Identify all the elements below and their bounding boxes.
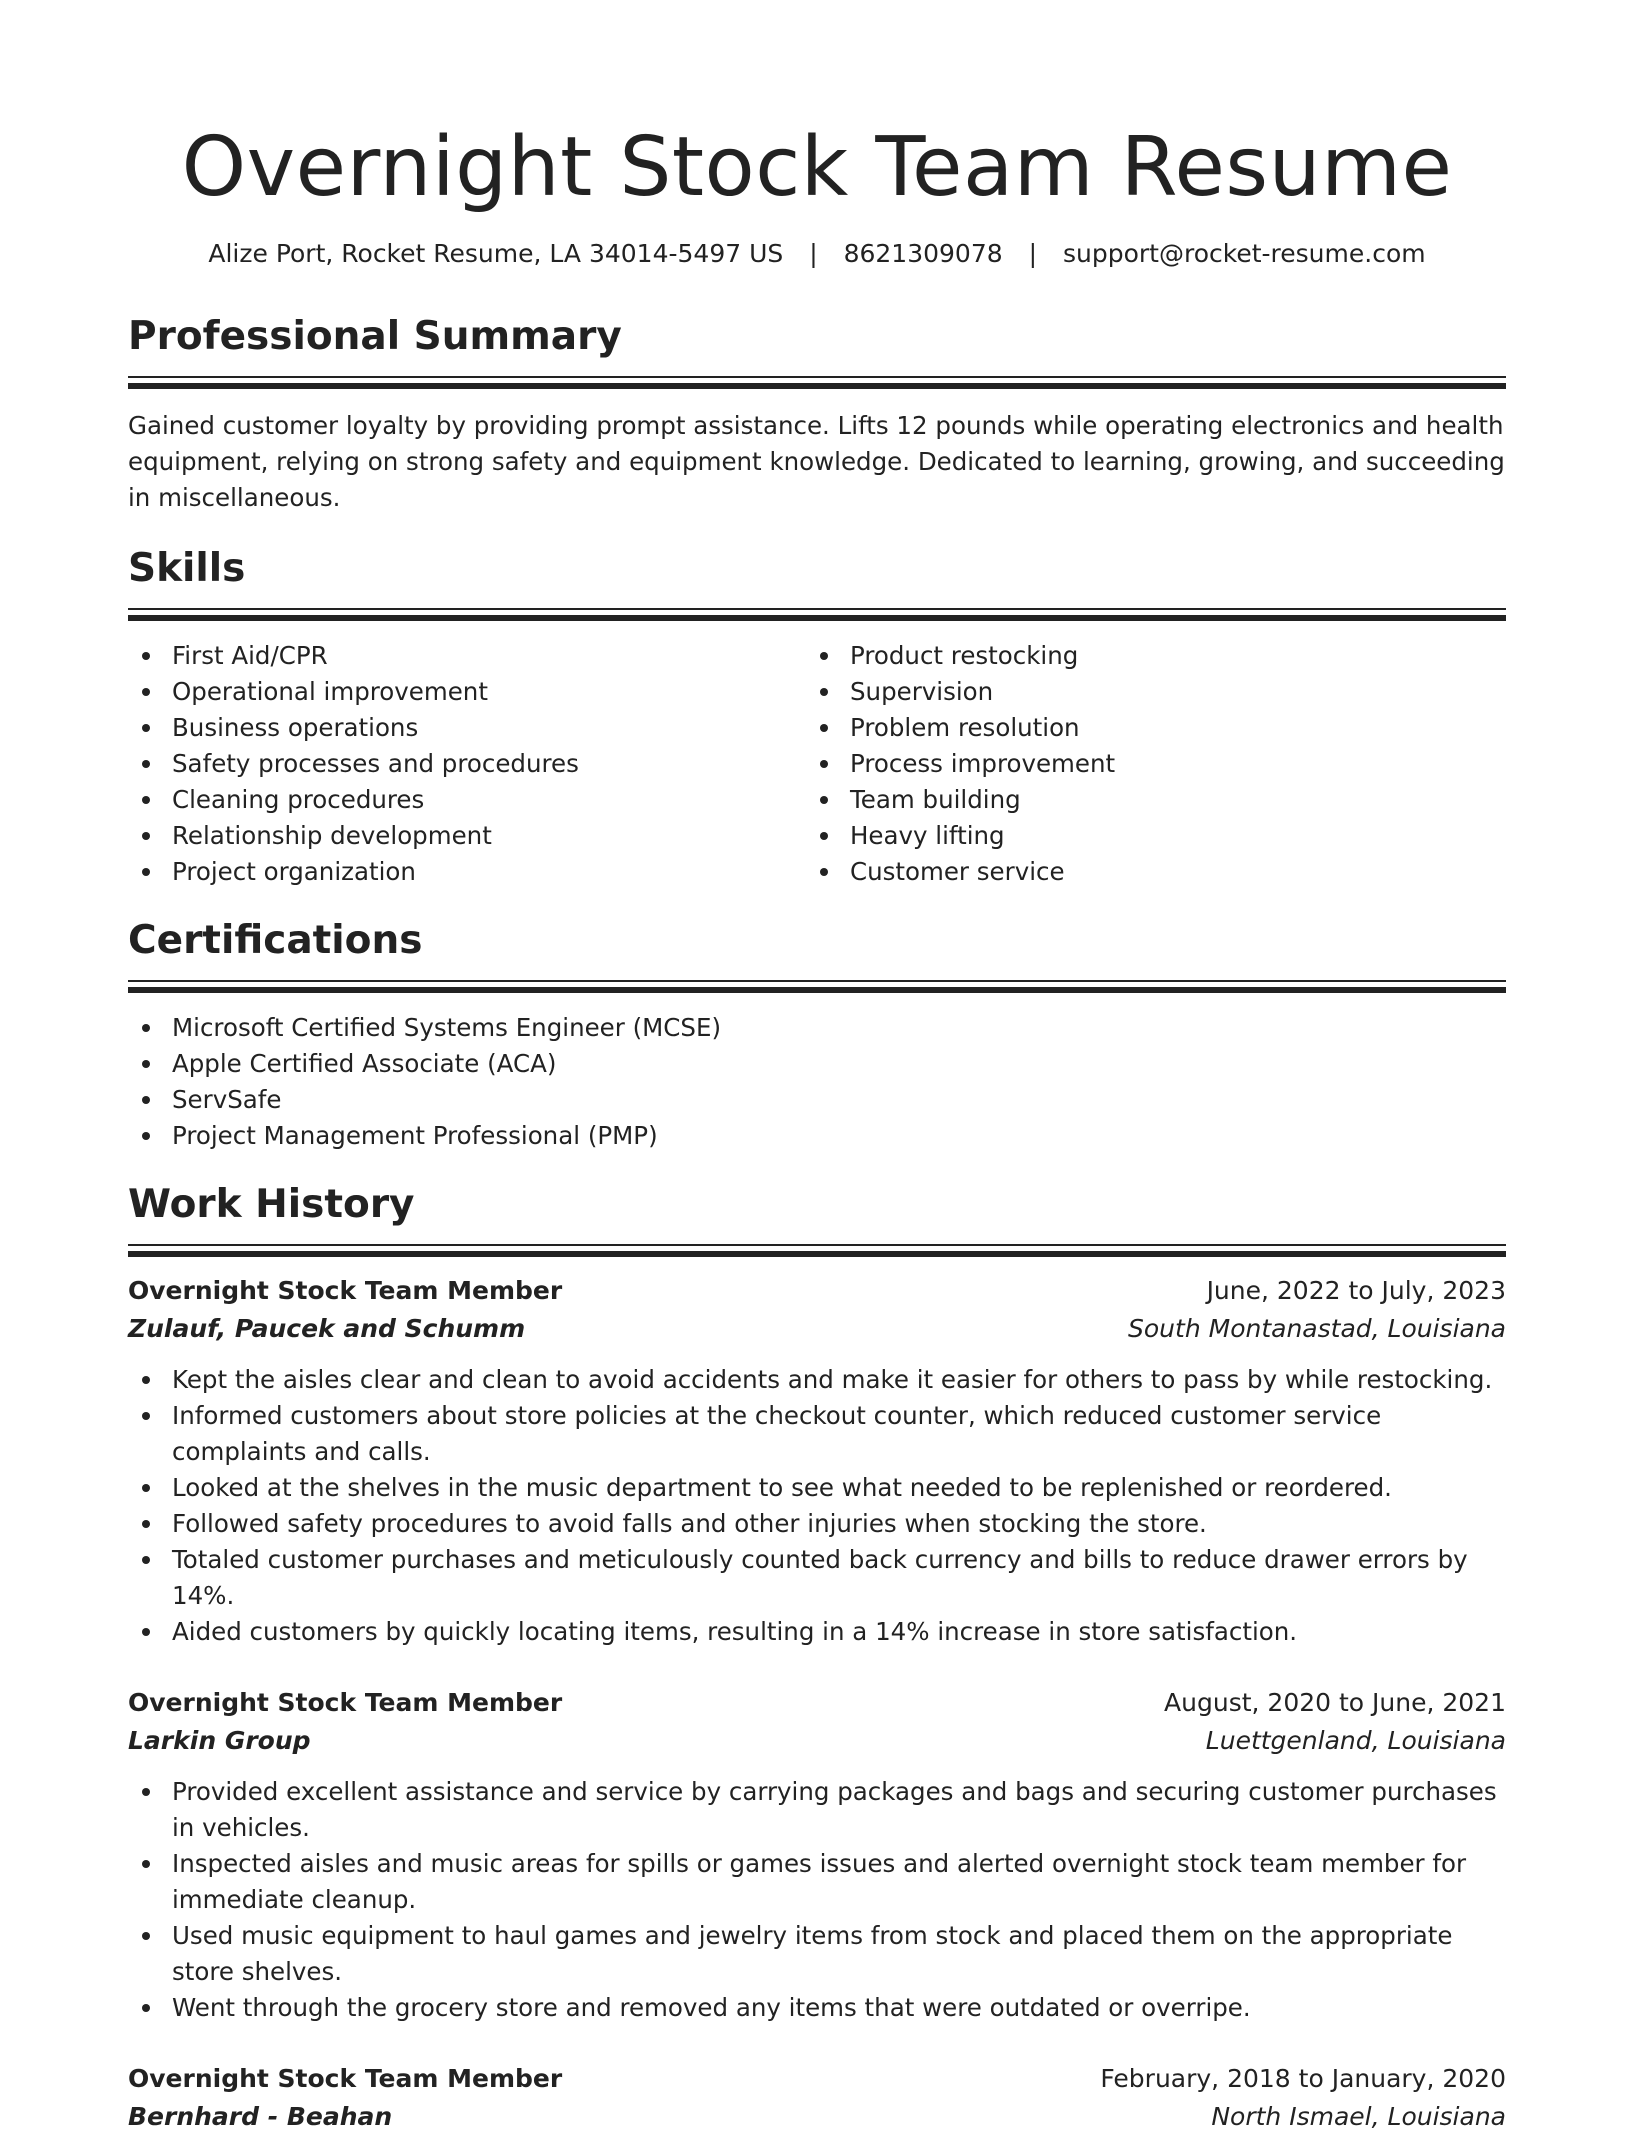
job-bullet: Kept the aisles clear and clean to avoid accidents and make it easier for others to pass by while restocking. [128,1362,1506,1398]
bullet-dot [820,688,828,696]
bullet-dot [142,724,150,732]
bullet-dot [142,1096,150,1104]
job-header [128,1684,1506,1722]
contact-email[interactable]: support@rocket-resume.com [1063,239,1426,268]
job-bullet: Totaled customer purchases and meticulously counted back currency and bills to reduce drawer errors by 14%. [128,1542,1506,1614]
bullet-dot [820,868,828,876]
bullet-dot [142,1556,150,1564]
skills-section [128,544,1506,890]
skill-item: Business operations [128,710,806,746]
job-dates: August, 2020 to June, 2021 [1164,1688,1506,1717]
bullet-dot [820,760,828,768]
skill-item: Product restocking [806,638,1484,674]
job-bullet: Looked at the shelves in the music department to see what needed to be replenished or reordered. [128,1470,1506,1506]
skill-item: Heavy lifting [806,818,1484,854]
job-subheader [128,1310,1506,1348]
bullet-dot [142,868,150,876]
bullet-dot [142,688,150,696]
job-dates: February, 2018 to January, 2020 [1100,2064,1506,2093]
skill-item: Operational improvement [128,674,806,710]
skill-item: Supervision [806,674,1484,710]
skill-item: Problem resolution [806,710,1484,746]
contact-address: Alize Port, Rocket Resume, LA 34014-5497 US [208,239,784,268]
job-entry [128,1684,1506,2026]
section-divider [128,608,1506,622]
job-entry [128,1272,1506,1650]
section-divider [128,980,1506,994]
job-title: Overnight Stock Team Member [128,1688,563,1717]
skills-list-left [128,638,806,890]
section-title-certifications: Certifications [128,918,423,963]
bullet-dot [820,652,828,660]
job-location: Luettgenland, Louisiana [1205,1726,1506,1755]
job-location: North Ismael, Louisiana [1211,2102,1506,2131]
contact-phone[interactable]: 8621309078 [843,239,1003,268]
skills-columns [128,638,1506,890]
contact-separator: | [1028,239,1038,268]
certification-item: Microsoft Certified Systems Engineer (MCSE) [128,1010,1506,1046]
section-title-work-history: Work History [128,1182,415,1227]
job-subheader [128,2098,1506,2136]
work-history-section [128,1180,1506,2136]
job-entry [128,2060,1506,2136]
job-bullet: Inspected aisles and music areas for spills or games issues and alerted overnight stock team member for immediate cleanup. [128,1846,1506,1918]
skill-item: Project organization [128,854,806,890]
contact-line [128,236,1506,272]
job-dates: June, 2022 to July, 2023 [1206,1276,1506,1305]
resume-page [128,0,1506,2136]
job-title: Overnight Stock Team Member [128,2064,563,2093]
certification-item: ServSafe [128,1082,1506,1118]
bullet-dot [142,832,150,840]
job-header [128,2060,1506,2098]
job-location: South Montanastad, Louisiana [1128,1314,1506,1343]
bullet-dot [142,1628,150,1636]
bullet-dot [142,2004,150,2012]
bullet-dot [142,1376,150,1384]
bullet-dot [142,1132,150,1140]
skill-item: Process improvement [806,746,1484,782]
job-bullet: Informed customers about store policies at the checkout counter, which reduced customer service complaints and calls. [128,1398,1506,1470]
section-title-summary: Professional Summary [128,314,622,359]
section-title-skills: Skills [128,546,246,591]
bullet-dot [820,832,828,840]
job-bullet: Used music equipment to haul games and jewelry items from stock and placed them on the appropriate store shelves. [128,1918,1506,1990]
contact-separator: | [809,239,818,268]
bullet-dot [142,760,150,768]
bullet-dot [142,1060,150,1068]
bullet-dot [142,796,150,804]
certification-item: Project Management Professional (PMP) [128,1118,1506,1154]
job-bullets [128,1362,1506,1650]
bullet-dot [142,652,150,660]
section-divider [128,1244,1506,1258]
bullet-dot [142,1932,150,1940]
resume-name: Overnight Stock Team Resume [181,120,1453,215]
bullet-dot [142,1788,150,1796]
certifications-section [128,916,1506,1154]
skill-item: Relationship development [128,818,806,854]
job-header [128,1272,1506,1310]
job-bullet: Went through the grocery store and removed any items that were outdated or overripe. [128,1990,1506,2026]
certifications-list [128,1010,1506,1154]
bullet-dot [820,724,828,732]
job-company: Larkin Group [128,1726,311,1755]
job-title: Overnight Stock Team Member [128,1276,563,1305]
job-bullet: Followed safety procedures to avoid falls and other injuries when stocking the store. [128,1506,1506,1542]
bullet-dot [142,1484,150,1492]
skill-item: Safety processes and procedures [128,746,806,782]
job-bullets [128,1774,1506,2026]
summary-section [128,312,1506,516]
skill-item: Customer service [806,854,1484,890]
section-divider [128,376,1506,390]
skill-item: First Aid/CPR [128,638,806,674]
bullet-dot [142,1520,150,1528]
job-subheader [128,1722,1506,1760]
bullet-dot [142,1860,150,1868]
bullet-dot [820,796,828,804]
job-company: Bernhard - Beahan [128,2102,393,2131]
bullet-dot [142,1024,150,1032]
certification-item: Apple Certified Associate (ACA) [128,1046,1506,1082]
skill-item: Cleaning procedures [128,782,806,818]
skills-list-right [806,638,1484,890]
job-bullet: Provided excellent assistance and service by carrying packages and bags and securing customer purchases in vehicles. [128,1774,1506,1846]
job-bullet: Aided customers by quickly locating items, resulting in a 14% increase in store satisfaction. [128,1614,1506,1650]
summary-text: Gained customer loyalty by providing prompt assistance. Lifts 12 pounds while operating electronics and health equipment, relying on strong safety and equipment knowledge. Dedicated to learning, growing, and succeeding in miscellaneous. [128,411,1505,512]
skill-item: Team building [806,782,1484,818]
job-company: Zulauf, Paucek and Schumm [128,1314,526,1343]
bullet-dot [142,1412,150,1420]
